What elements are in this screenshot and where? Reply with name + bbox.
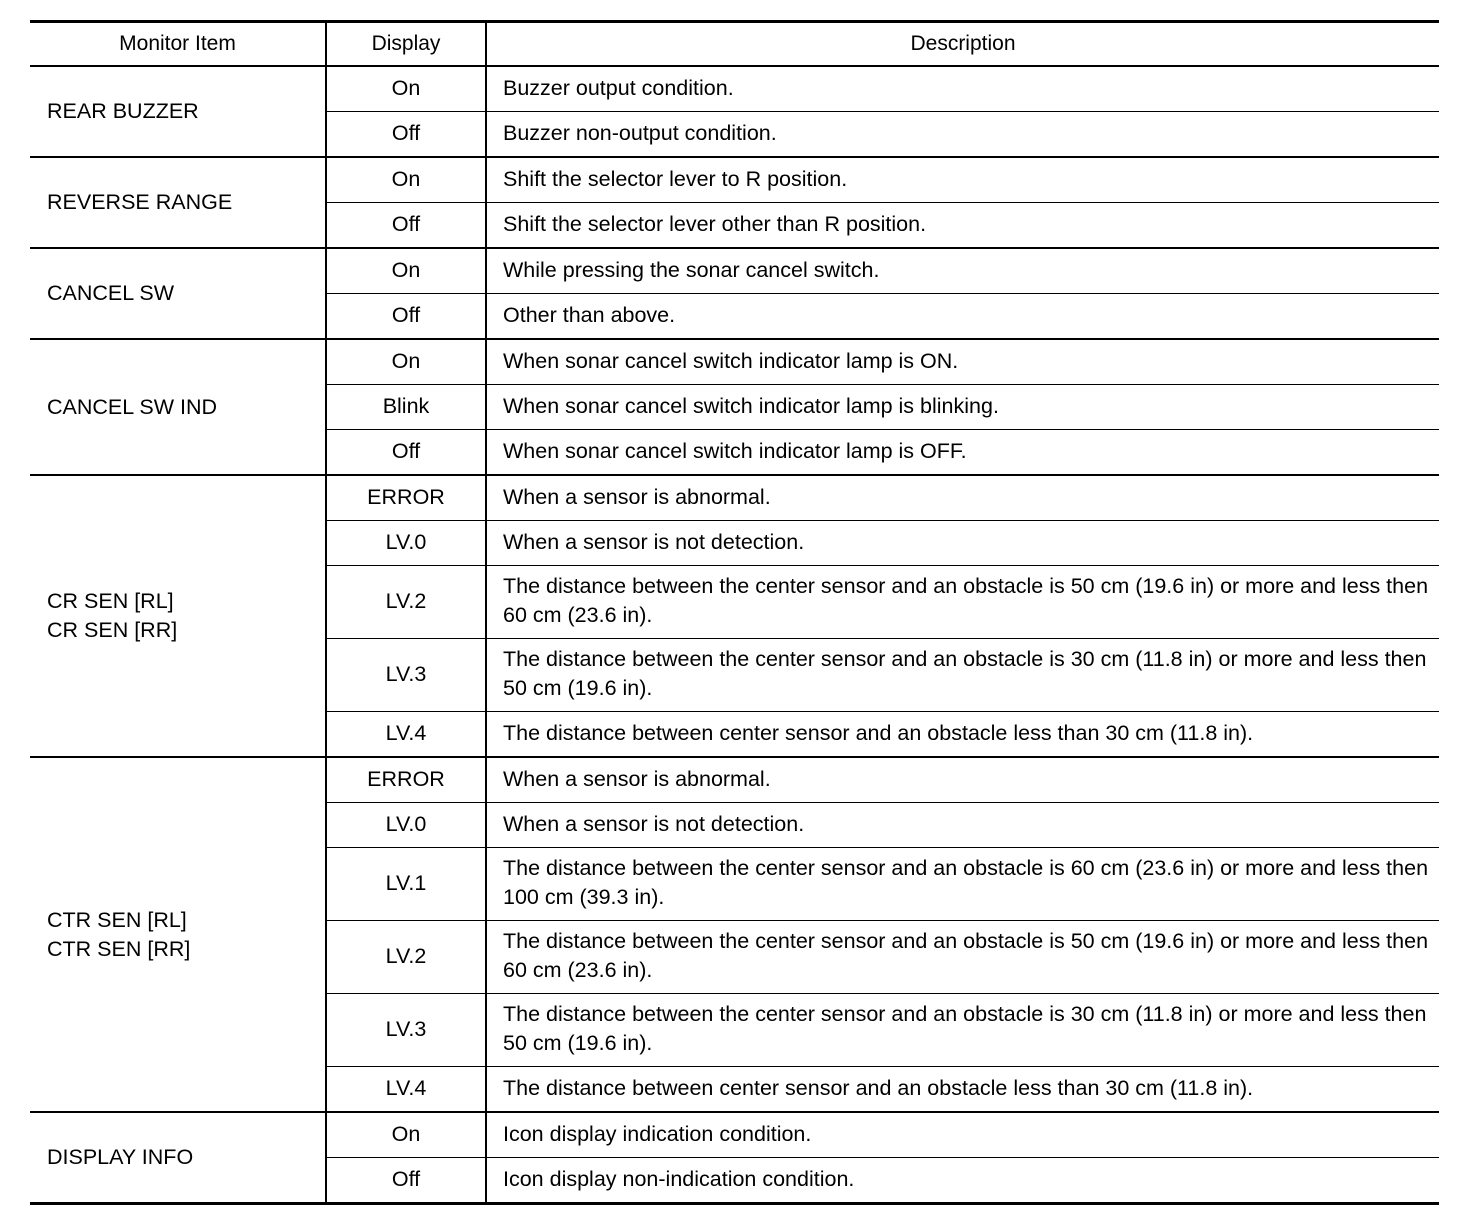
monitor-item-table	[30, 20, 1439, 1205]
description-cell: When a sensor is abnormal.	[486, 757, 1439, 803]
table-row	[30, 66, 1439, 112]
description-cell: The distance between the center sensor and an obstacle is 60 cm (23.6 in) or more and less then 100 cm (39.3 in).	[486, 848, 1439, 921]
monitor-item-label: CTR SEN [RR]	[47, 936, 191, 961]
table-row	[30, 475, 1439, 521]
table-row	[30, 339, 1439, 385]
description-cell: When a sensor is not detection.	[486, 803, 1439, 848]
description-cell: Shift the selector lever other than R position.	[486, 203, 1439, 249]
description-cell: The distance between the center sensor and an obstacle is 30 cm (11.8 in) or more and less then 50 cm (19.6 in).	[486, 994, 1439, 1067]
display-value-cell: LV.4	[326, 1067, 486, 1113]
display-value-cell: LV.1	[326, 848, 486, 921]
display-value-cell: LV.0	[326, 803, 486, 848]
monitor-item-label: CTR SEN [RL]	[47, 907, 187, 932]
description-cell: When sonar cancel switch indicator lamp is OFF.	[486, 430, 1439, 476]
table-row	[30, 157, 1439, 203]
description-cell: When sonar cancel switch indicator lamp is blinking.	[486, 385, 1439, 430]
table-row	[30, 757, 1439, 803]
monitor-item-cell	[30, 248, 326, 339]
display-value-cell: LV.2	[326, 566, 486, 639]
display-value-cell: Off	[326, 203, 486, 249]
monitor-item-cell	[30, 66, 326, 157]
display-value-cell: LV.4	[326, 712, 486, 758]
display-value-cell: Off	[326, 112, 486, 158]
description-cell: When a sensor is abnormal.	[486, 475, 1439, 521]
monitor-item-cell	[30, 475, 326, 757]
display-value-cell: On	[326, 66, 486, 112]
monitor-item-cell	[30, 157, 326, 248]
monitor-item-cell	[30, 757, 326, 1112]
table-header	[30, 22, 1439, 67]
description-cell: Buzzer non-output condition.	[486, 112, 1439, 158]
display-value-cell: LV.2	[326, 921, 486, 994]
display-value-cell: On	[326, 248, 486, 294]
header-description: Description	[486, 22, 1439, 67]
description-cell: Other than above.	[486, 294, 1439, 340]
monitor-item-label: DISPLAY INFO	[47, 1145, 194, 1169]
display-value-cell: LV.3	[326, 639, 486, 712]
monitor-item-label: REVERSE RANGE	[47, 190, 233, 214]
display-value-cell: Blink	[326, 385, 486, 430]
description-cell: Shift the selector lever to R position.	[486, 157, 1439, 203]
display-value-cell: ERROR	[326, 757, 486, 803]
display-value-cell: Off	[326, 430, 486, 476]
description-cell: Icon display indication condition.	[486, 1112, 1439, 1158]
header-display: Display	[326, 22, 486, 67]
display-value-cell: On	[326, 157, 486, 203]
header-row	[30, 22, 1439, 67]
monitor-item-label: CANCEL SW	[47, 281, 175, 305]
display-value-cell: On	[326, 339, 486, 385]
description-cell: Buzzer output condition.	[486, 66, 1439, 112]
description-cell: While pressing the sonar cancel switch.	[486, 248, 1439, 294]
header-monitor-item: Monitor Item	[30, 22, 326, 67]
monitor-item-label: REAR BUZZER	[47, 99, 199, 123]
description-cell: The distance between the center sensor and an obstacle is 50 cm (19.6 in) or more and less then 60 cm (23.6 in).	[486, 566, 1439, 639]
description-cell: The distance between center sensor and an obstacle less than 30 cm (11.8 in).	[486, 712, 1439, 758]
monitor-item-label: CR SEN [RL]	[47, 589, 174, 613]
monitor-item-label: CR SEN [RR]	[47, 618, 178, 642]
display-value-cell: LV.3	[326, 994, 486, 1067]
display-value-cell: LV.0	[326, 521, 486, 566]
monitor-item-label: CANCEL SW IND	[47, 394, 218, 419]
table-row	[30, 1112, 1439, 1158]
display-value-cell: Off	[326, 294, 486, 340]
description-cell: When sonar cancel switch indicator lamp is ON.	[486, 339, 1439, 385]
monitor-item-cell	[30, 339, 326, 475]
display-value-cell: On	[326, 1112, 486, 1158]
description-cell: Icon display non-indication condition.	[486, 1158, 1439, 1204]
table-row	[30, 248, 1439, 294]
display-value-cell: ERROR	[326, 475, 486, 521]
table-body	[30, 66, 1439, 1204]
display-value-cell: Off	[326, 1158, 486, 1204]
description-cell: The distance between the center sensor and an obstacle is 30 cm (11.8 in) or more and less then 50 cm (19.6 in).	[486, 639, 1439, 712]
description-cell: The distance between center sensor and an obstacle less than 30 cm (11.8 in).	[486, 1067, 1439, 1113]
description-cell: The distance between the center sensor and an obstacle is 50 cm (19.6 in) or more and less then 60 cm (23.6 in).	[486, 921, 1439, 994]
description-cell: When a sensor is not detection.	[486, 521, 1439, 566]
monitor-item-cell	[30, 1112, 326, 1204]
